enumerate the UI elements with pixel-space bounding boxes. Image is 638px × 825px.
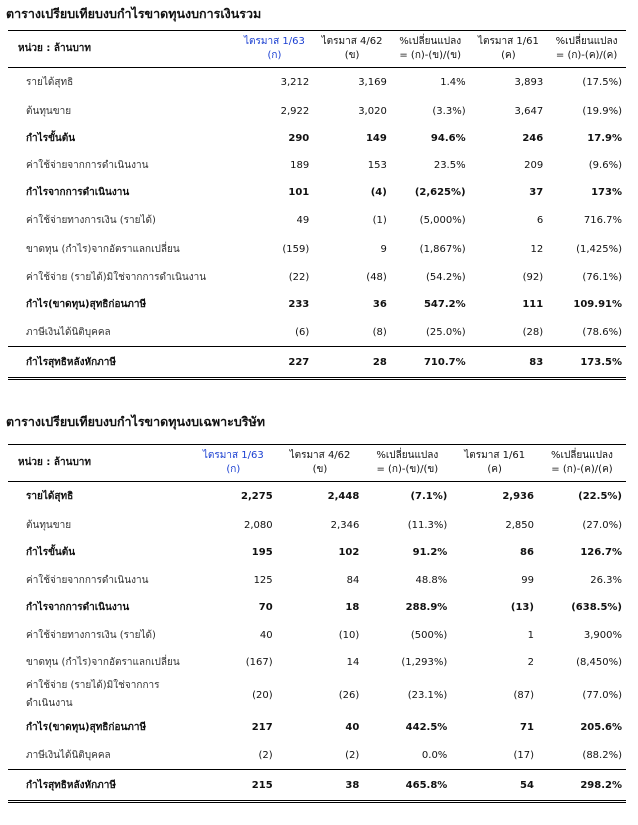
row-value: 2,275 <box>190 482 277 512</box>
row-value: 2,922 <box>280 105 310 117</box>
row-value: (92) <box>522 271 544 283</box>
row-value: (2) <box>258 749 273 761</box>
row-value: (19.9%) <box>582 105 622 117</box>
row-value: (2,625%) <box>414 187 466 198</box>
row-value: 3,647 <box>514 105 544 117</box>
row-value: (20) <box>252 689 273 701</box>
row-value: 2,080 <box>244 519 273 531</box>
row-value: 70 <box>258 602 273 613</box>
row-label: กำไรจากการดำเนินงาน <box>26 602 130 613</box>
column-header: %เปลี่ยนแปลง <box>547 31 626 50</box>
row-value: 0.0% <box>421 749 448 761</box>
row-value: (48) <box>366 271 387 283</box>
table-row <box>8 511 626 539</box>
column-header: ไตรมาส 4/62 <box>277 445 364 464</box>
row-value: (78.6%) <box>582 326 622 338</box>
row-label: รายได้สุทธิ <box>8 68 236 98</box>
unit-label: หน่วย : ล้านบาท <box>8 445 190 482</box>
row-value: (11.3%) <box>407 519 448 531</box>
row-value: 716.7% <box>583 215 622 226</box>
row-label: ต้นทุนขาย <box>26 105 72 117</box>
row-value: 3,212 <box>236 68 314 98</box>
table-row <box>8 68 626 98</box>
column-header-sub: (ค) <box>487 464 502 475</box>
row-value: 111 <box>522 299 544 310</box>
row-label: ค่าใช้จ่าย (รายได้)มิใช่จากการดำเนินงาน <box>26 271 207 283</box>
company-income-table <box>8 444 626 803</box>
row-value: 215 <box>190 770 277 802</box>
column-header-sub: = (ก)-(ค)/(ค) <box>555 50 618 61</box>
table-row <box>8 770 626 802</box>
row-value: 233 <box>288 299 310 310</box>
row-value: 290 <box>288 133 310 144</box>
table-row <box>8 206 626 235</box>
column-header-sub: = (ก)-(ข)/(ข) <box>399 50 462 61</box>
row-label: กำไร(ขาดทุน)สุทธิก่อนภาษี <box>26 299 147 310</box>
row-value: 94.6% <box>430 133 466 144</box>
table-row <box>8 594 626 621</box>
row-value: 3,020 <box>358 105 387 117</box>
row-value: (13) <box>510 602 534 613</box>
row-value: 109.91% <box>573 299 622 310</box>
consolidated-income-table <box>8 30 626 380</box>
row-value: (88.2%) <box>582 749 622 761</box>
row-value: 12 <box>530 243 544 255</box>
row-value: (87) <box>513 689 534 701</box>
table-row <box>8 97 626 125</box>
row-value: (167) <box>245 657 273 668</box>
column-header-sub: (ก) <box>267 50 282 61</box>
row-value: 3,900% <box>583 629 622 641</box>
row-value: 17.9% <box>587 133 622 144</box>
row-value: 217 <box>251 722 273 733</box>
table-row <box>8 539 626 566</box>
row-value: (8,450%) <box>576 657 622 668</box>
row-label: กำไรขั้นต้น <box>26 133 76 144</box>
row-value: 3,169 <box>313 68 391 98</box>
row-value: 298.2% <box>538 770 626 802</box>
row-value: 2 <box>527 657 534 668</box>
row-value: 49 <box>296 215 310 226</box>
row-value: 28 <box>313 347 391 379</box>
row-value: (1,867%) <box>419 243 466 255</box>
row-value: (500%) <box>410 629 448 641</box>
table-row <box>8 714 626 741</box>
column-header-sub: = (ก)-(ข)/(ข) <box>376 464 439 475</box>
row-value: 3,893 <box>470 68 548 98</box>
row-value: 209 <box>524 160 544 171</box>
column-header: %เปลี่ยนแปลง <box>391 31 470 50</box>
row-value: 205.6% <box>580 722 622 733</box>
row-label: ค่าใช้จ่ายทางการเงิน (รายได้) <box>26 629 156 641</box>
row-value: (26) <box>338 689 360 701</box>
row-value: 227 <box>236 347 314 379</box>
table-row <box>8 291 626 318</box>
row-value: (54.2%) <box>426 271 466 283</box>
row-label: กำไรสุทธิหลังหักภาษี <box>8 347 236 379</box>
row-value: 195 <box>251 547 273 558</box>
row-value: 37 <box>529 187 544 198</box>
row-value: 126.7% <box>580 547 622 558</box>
row-value: 86 <box>520 547 534 558</box>
row-value: (638.5%) <box>571 602 622 613</box>
row-value: (5,000%) <box>419 215 466 226</box>
row-value: 442.5% <box>405 722 448 733</box>
column-header: ไตรมาส 1/61 <box>470 31 548 50</box>
row-label: ค่าใช้จ่าย (รายได้)มิใช่จากการดำเนินงาน <box>26 680 160 709</box>
row-label: กำไรจากการดำเนินงาน <box>26 187 130 198</box>
row-value: (7.1%) <box>363 482 451 512</box>
row-value: 465.8% <box>363 770 451 802</box>
row-value: 288.9% <box>405 602 448 613</box>
row-value: (22.5%) <box>538 482 626 512</box>
row-label: ขาดทุน (กำไร)จากอัตราแลกเปลี่ยน <box>26 243 180 255</box>
row-value: 547.2% <box>423 299 466 310</box>
row-value: 189 <box>290 160 310 171</box>
row-value: 54 <box>451 770 538 802</box>
row-value: (159) <box>282 243 310 255</box>
table-row <box>8 179 626 206</box>
row-value: 101 <box>288 187 310 198</box>
row-value: 1 <box>527 629 534 641</box>
row-label: ค่าใช้จ่ายจากการดำเนินงาน <box>26 574 149 586</box>
row-value: 2,346 <box>330 519 360 531</box>
row-value: (1) <box>372 215 387 226</box>
row-value: (76.1%) <box>582 271 622 283</box>
row-value: 1.4% <box>391 68 470 98</box>
column-header-sub: (ข) <box>344 50 360 61</box>
table-row <box>8 649 626 676</box>
row-value: 173.5% <box>547 347 626 379</box>
row-value: 14 <box>346 657 360 668</box>
table-row <box>8 621 626 649</box>
row-value: (9.6%) <box>588 160 622 171</box>
row-value: 9 <box>380 243 387 255</box>
table-row <box>8 263 626 291</box>
column-header-sub: = (ก)-(ค)/(ค) <box>551 464 613 475</box>
row-value: 38 <box>277 770 364 802</box>
row-value: (17) <box>513 749 534 761</box>
row-value: (25.0%) <box>426 326 466 338</box>
row-value: (8) <box>372 326 387 338</box>
table2-title: ตารางเปรียบเทียบงบกำไรขาดทุนงบเฉพาะบริษัท <box>6 414 265 429</box>
row-value: (22) <box>288 271 310 283</box>
row-value: 125 <box>253 574 273 586</box>
row-value: 26.3% <box>590 574 622 586</box>
table1-title: ตารางเปรียบเทียบงบกำไรขาดทุนงบการเงินรวม <box>6 6 262 21</box>
table-row <box>8 347 626 379</box>
row-value: 246 <box>522 133 544 144</box>
row-value: 36 <box>372 299 387 310</box>
column-header: %เปลี่ยนแปลง <box>363 445 451 464</box>
table-row <box>8 482 626 512</box>
row-value: 84 <box>346 574 360 586</box>
row-value: 153 <box>367 160 387 171</box>
row-value: 91.2% <box>412 547 448 558</box>
row-value: (28) <box>522 326 544 338</box>
row-value: (17.5%) <box>547 68 626 98</box>
row-value: (1,293%) <box>401 657 448 668</box>
row-label: กำไร(ขาดทุน)สุทธิก่อนภาษี <box>26 722 147 733</box>
unit-label: หน่วย : ล้านบาท <box>8 31 236 68</box>
table-row <box>8 152 626 179</box>
column-header: ไตรมาส 1/63 <box>236 31 314 50</box>
column-header-sub: (ก) <box>226 464 241 475</box>
row-value: 23.5% <box>433 160 466 171</box>
row-value: (3.3%) <box>432 105 466 117</box>
row-label: ค่าใช้จ่ายจากการดำเนินงาน <box>26 160 149 171</box>
row-value: 102 <box>338 547 360 558</box>
row-value: 2,448 <box>277 482 364 512</box>
column-header: ไตรมาส 4/62 <box>313 31 391 50</box>
row-value: (1,425%) <box>576 243 622 255</box>
row-value: 710.7% <box>391 347 470 379</box>
table-row <box>8 566 626 594</box>
row-label: ค่าใช้จ่ายทางการเงิน (รายได้) <box>26 215 156 226</box>
row-value: 2,850 <box>505 519 534 531</box>
row-value: 2,936 <box>451 482 538 512</box>
row-value: 83 <box>470 347 548 379</box>
table-row <box>8 676 626 714</box>
column-header: ไตรมาส 1/61 <box>451 445 538 464</box>
row-value: (6) <box>295 326 310 338</box>
row-value: (4) <box>370 187 387 198</box>
row-value: 99 <box>521 574 534 586</box>
row-value: (2) <box>345 749 360 761</box>
row-value: (27.0%) <box>582 519 622 531</box>
column-header-sub: (ข) <box>312 464 328 475</box>
row-label: กำไรขั้นต้น <box>26 547 76 558</box>
row-value: (10) <box>338 629 360 641</box>
column-header: ไตรมาส 1/63 <box>190 445 277 464</box>
table-row <box>8 741 626 770</box>
row-value: 71 <box>520 722 534 733</box>
column-header: %เปลี่ยนแปลง <box>538 445 626 464</box>
row-value: 18 <box>345 602 360 613</box>
row-label: รายได้สุทธิ <box>8 482 190 512</box>
row-label: ภาษีเงินได้นิติบุคคล <box>26 749 111 761</box>
row-value: 40 <box>259 629 273 641</box>
table-row <box>8 235 626 263</box>
row-label: กำไรสุทธิหลังหักภาษี <box>8 770 190 802</box>
table-row <box>8 125 626 152</box>
row-value: 6 <box>536 215 544 226</box>
row-label: ต้นทุนขาย <box>26 519 72 531</box>
row-label: ภาษีเงินได้นิติบุคคล <box>26 326 111 338</box>
table-row <box>8 318 626 347</box>
row-value: 173% <box>591 187 622 198</box>
column-header-sub: (ค) <box>501 50 516 61</box>
row-label: ขาดทุน (กำไร)จากอัตราแลกเปลี่ยน <box>26 657 180 668</box>
row-value: (23.1%) <box>407 689 448 701</box>
row-value: 149 <box>365 133 387 144</box>
row-value: (77.0%) <box>582 689 622 701</box>
row-value: 40 <box>345 722 360 733</box>
row-value: 48.8% <box>415 574 448 586</box>
